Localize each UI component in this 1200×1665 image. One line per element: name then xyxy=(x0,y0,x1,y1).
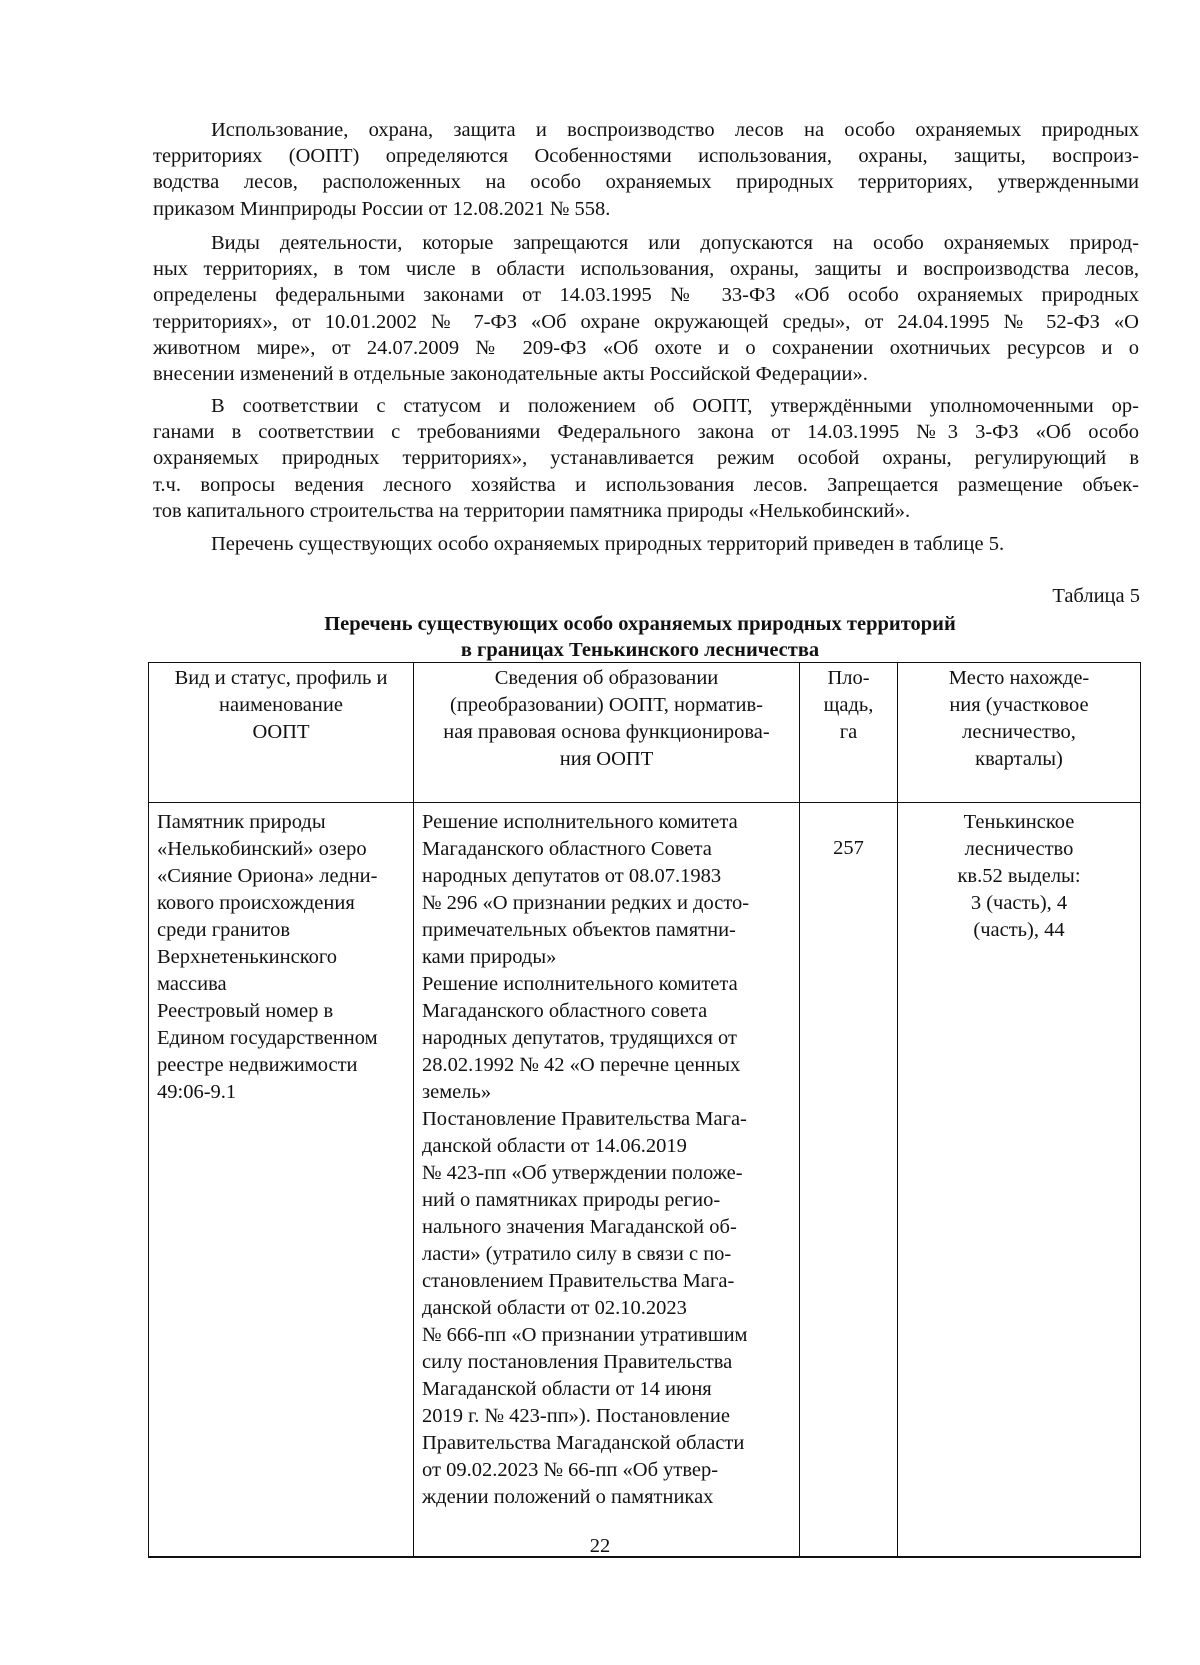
text-line: Виды деятельности, которые запрещаются или допускаются на особо охраняемых природ- xyxy=(211,232,1139,254)
cell-line: народных депутатов от 08.07.1983 xyxy=(422,865,722,887)
cell-line: массива xyxy=(157,973,227,995)
cell-line: Памятник природы xyxy=(157,811,326,833)
cell-line: ласти» (утратило силу в связи с по- xyxy=(422,1243,732,1265)
header-location xyxy=(898,663,1141,803)
cell-line: Реестровый номер в xyxy=(157,1000,334,1022)
header-line: (преобразовании) ООПТ, норматив- xyxy=(450,694,763,716)
cell-line: 3 (часть), 4 xyxy=(970,892,1068,914)
cell-line: народных депутатов, трудящихся от xyxy=(422,1027,737,1049)
cell-line: реестре недвижимости xyxy=(157,1054,358,1076)
cell-line: ждении положений о памятниках xyxy=(422,1486,714,1508)
header-line: щадь, xyxy=(823,694,874,716)
cell-line: примечательных объектов памятни- xyxy=(422,919,736,941)
header-line: наименование xyxy=(219,694,343,716)
cell-line: Едином государственном xyxy=(157,1027,378,1049)
text-line: водства лесов, расположенных на особо охраняемых природных территориях, утвержденными xyxy=(153,171,1139,194)
text-line: охраняемых природных территориях», устанавливается режим особой охраны, регулирующий в xyxy=(153,447,1139,470)
cell-line: земель» xyxy=(422,1081,492,1103)
cell-area xyxy=(800,803,898,1558)
cell-line: 49:06-9.1 xyxy=(157,1081,237,1103)
cell-line: Правительства Магаданской области xyxy=(422,1432,745,1454)
cell-line: кового происхождения xyxy=(157,892,355,914)
cell-line: № 666-пп «О признании утратившим xyxy=(422,1324,748,1346)
cell-line: 28.02.1992 № 42 «О перечне ценных xyxy=(422,1054,741,1076)
text-line: приказом Минприроды России от 12.08.2021 № 558. xyxy=(153,197,611,220)
text-line: тов капитального строительства на территории памятника природы «Нелькобинский». xyxy=(153,499,911,522)
paragraph-2 xyxy=(153,230,1139,387)
text-line: ных территориях, в том числе в области использования, охраны, защиты и воспроизводства лесов, xyxy=(153,258,1139,281)
table-title-line-2: в границах Тенькинского лесничества xyxy=(460,639,820,661)
text-line: Использование, охрана, защита и воспроизводство лесов на особо охраняемых природных xyxy=(211,119,1139,141)
header-line: Сведения об образовании xyxy=(494,667,719,689)
table-header-row xyxy=(149,663,1141,803)
cell-line: № 423-пп «Об утверждении положе- xyxy=(422,1162,743,1184)
text-line: ганами в соответствии с требованиями Федерального закона от 14.03.1995 №3 3-ФЗ «Об особо xyxy=(153,421,1139,444)
cell-line: от 09.02.2023 № 66-пп «Об утвер- xyxy=(422,1459,719,1481)
cell-line: данской области от 14.06.2019 xyxy=(422,1135,687,1157)
header-line: Вид и статус, профиль и xyxy=(174,667,388,689)
cell-line: Решение исполнительного комитета xyxy=(422,973,738,995)
table-row xyxy=(149,803,1141,1558)
header-line: Место нахожде- xyxy=(948,667,1090,689)
cell-line: среди гранитов xyxy=(157,919,291,941)
cell-line: (часть), 44 xyxy=(973,919,1065,941)
text-line: Перечень существующих особо охраняемых природных территорий приведен в таблице 5. xyxy=(211,533,1005,555)
text-line: территориях», от 10.01.2002 № 7-ФЗ «Об охране окружающей среды», от 24.04.1995 № 52-ФЗ «О xyxy=(153,310,1139,333)
text-line: определены федеральными законами от 14.03.1995 № 33-ФЗ «Об особо охраняемых природных xyxy=(153,284,1139,307)
table-label: Таблица 5 xyxy=(1052,585,1140,607)
cell-line: лесничество xyxy=(964,838,1074,860)
header-area xyxy=(800,663,898,803)
header-line: ная правовая основа функционирова- xyxy=(443,721,770,743)
cell-line: Решение исполнительного комитета xyxy=(422,811,738,833)
page-number: 22 xyxy=(589,1535,611,1557)
cell-line: 2019 г. № 423-пп»). Постановление xyxy=(422,1405,730,1427)
cell-line: № 296 «О признании редких и досто- xyxy=(422,892,750,914)
header-line: кварталы) xyxy=(975,748,1063,770)
cell-line: Магаданской области от 14 июня xyxy=(422,1378,712,1400)
cell-line: силу постановления Правительства xyxy=(422,1351,733,1373)
paragraph-4 xyxy=(211,531,1141,557)
header-line: ООПТ xyxy=(252,721,310,743)
cell-line: 257 xyxy=(833,837,864,859)
cell-location xyxy=(898,803,1141,1558)
paragraph-1 xyxy=(153,117,1139,222)
cell-line: кв.52 выделы: xyxy=(957,865,1081,887)
table-title-line-1: Перечень существующих особо охраняемых природных территорий xyxy=(324,613,956,635)
cell-line: ками природы» xyxy=(422,946,557,968)
text-line: животном мире», от 24.07.2009 № 209-ФЗ «Об охоте и о сохранении охотничьих ресурсов и о xyxy=(153,336,1139,359)
cell-line: «Нелькобинский» озеро xyxy=(157,838,367,860)
header-type-status xyxy=(149,663,414,803)
text-line: т.ч. вопросы ведения лесного хозяйства и использования лесов. Запрещается размещение объек- xyxy=(153,473,1139,496)
cell-line: «Сияние Ориона» ледни- xyxy=(157,865,378,887)
text-line: территориях (ООПТ) определяются Особенностями использования, охраны, защиты, воспроиз- xyxy=(153,145,1139,168)
text-line: внесении изменений в отдельные законодательные акты Российской Федерации». xyxy=(153,363,868,386)
header-line: ния (участковое xyxy=(949,694,1089,716)
cell-line: Тенькинское xyxy=(963,811,1075,833)
cell-line: ний о памятниках природы регио- xyxy=(422,1189,721,1211)
cell-line: Магаданского областного совета xyxy=(422,1000,708,1022)
header-line: ния ООПТ xyxy=(559,748,654,770)
text-line: В соответствии с статусом и положением об ООПТ, утверждёнными уполномоченными ор- xyxy=(211,395,1139,417)
protected-areas-table xyxy=(148,662,1141,1558)
header-line: лесничество, xyxy=(962,721,1076,743)
cell-line: данской области от 02.10.2023 xyxy=(422,1297,687,1319)
cell-name xyxy=(149,803,414,1558)
cell-legal-basis xyxy=(414,803,800,1558)
cell-line: становлением Правительства Мага- xyxy=(422,1270,735,1292)
paragraph-3 xyxy=(153,393,1139,524)
cell-line: нального значения Магаданской об- xyxy=(422,1216,737,1238)
header-formation-info xyxy=(414,663,800,803)
cell-line: Магаданского областного Совета xyxy=(422,838,712,860)
cell-line: Верхнетенькинского xyxy=(157,946,338,968)
cell-line: Постановление Правительства Мага- xyxy=(422,1108,747,1130)
header-line: Пло- xyxy=(827,667,870,689)
header-line: га xyxy=(839,721,858,743)
